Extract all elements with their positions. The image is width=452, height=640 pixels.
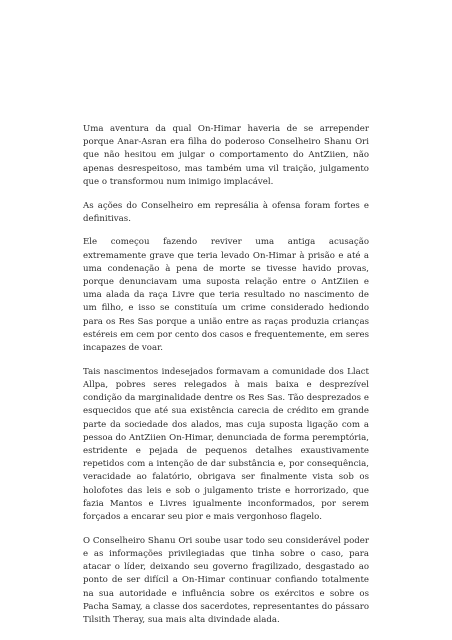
paragraph-4: Tais nascimentos indesejados formavam a comunidade dos Llact Allpa, pobres seres relegados à mais baixa e desprezível condição da marginalidade dentre os Res Sas. Tão desprezados e esquecidos que até sua existência carecia de crédito em grande parte da sociedade dos alados, mas cuja suposta ligação com a pessoa do AntZiien On-Himar, denunciada de forma peremptória, estridente e pejada de pequenos detalhes exaustivamente repetidos com a intenção de dar substância e, por consequência, veracidade ao falatório, obrigava ser finalmente vista sob os holofotes das leis e sob o julgamento triste e horrorizado, que fazia Mantos e Livres igualmente inconformados, por serem forçados a encarar seu pior e mais vergonhoso flagelo. [83, 366, 369, 522]
paragraph-1: Uma aventura da qual On-Himar haveria de se arrepender porque Anar-Asran era filha do poderoso Conselheiro Shanu Ori que não hesitou em julgar o comportamento do AntZiien, não apenas desrespeitoso, mas também uma vil traição, julgamento que o transformou num inimigo implacável. [83, 124, 369, 187]
paragraph-5: O Conselheiro Shanu Ori soube usar todo seu considerável poder e as informações privilegiadas que tinha sobre o caso, para atacar o líder, deixando seu governo fragilizado, desgastado ao ponto de ser difícil a On-Himar continuar confiando totalmente na sua autoridade e influência sobre os exércitos e sobre os Pacha Samay, a classe dos sacerdotes, representantes do pássaro Tilsith Theray, sua mais alta divindade alada. [83, 535, 369, 625]
paragraph-2: As ações do Conselheiro em represália à ofensa foram fortes e definitivas. [83, 200, 369, 224]
body-text [83, 123, 369, 638]
paragraph-3: Ele começou fazendo reviver uma antiga acusação extremamente grave que teria levado On-Himar à prisão e até a uma condenação à pena de morte se tivesse havido provas, porque denunciavam uma suposta relação entre o AntZiien e uma alada da raça Livre que teria resultado no nascimento de um filho, e isso se constituía um crime considerado hediondo para os Res Sas porque a união entre as raças produzia crianças estéreis em cem por cento dos casos e frequentemente, em seres incapazes de voar. [83, 237, 369, 354]
